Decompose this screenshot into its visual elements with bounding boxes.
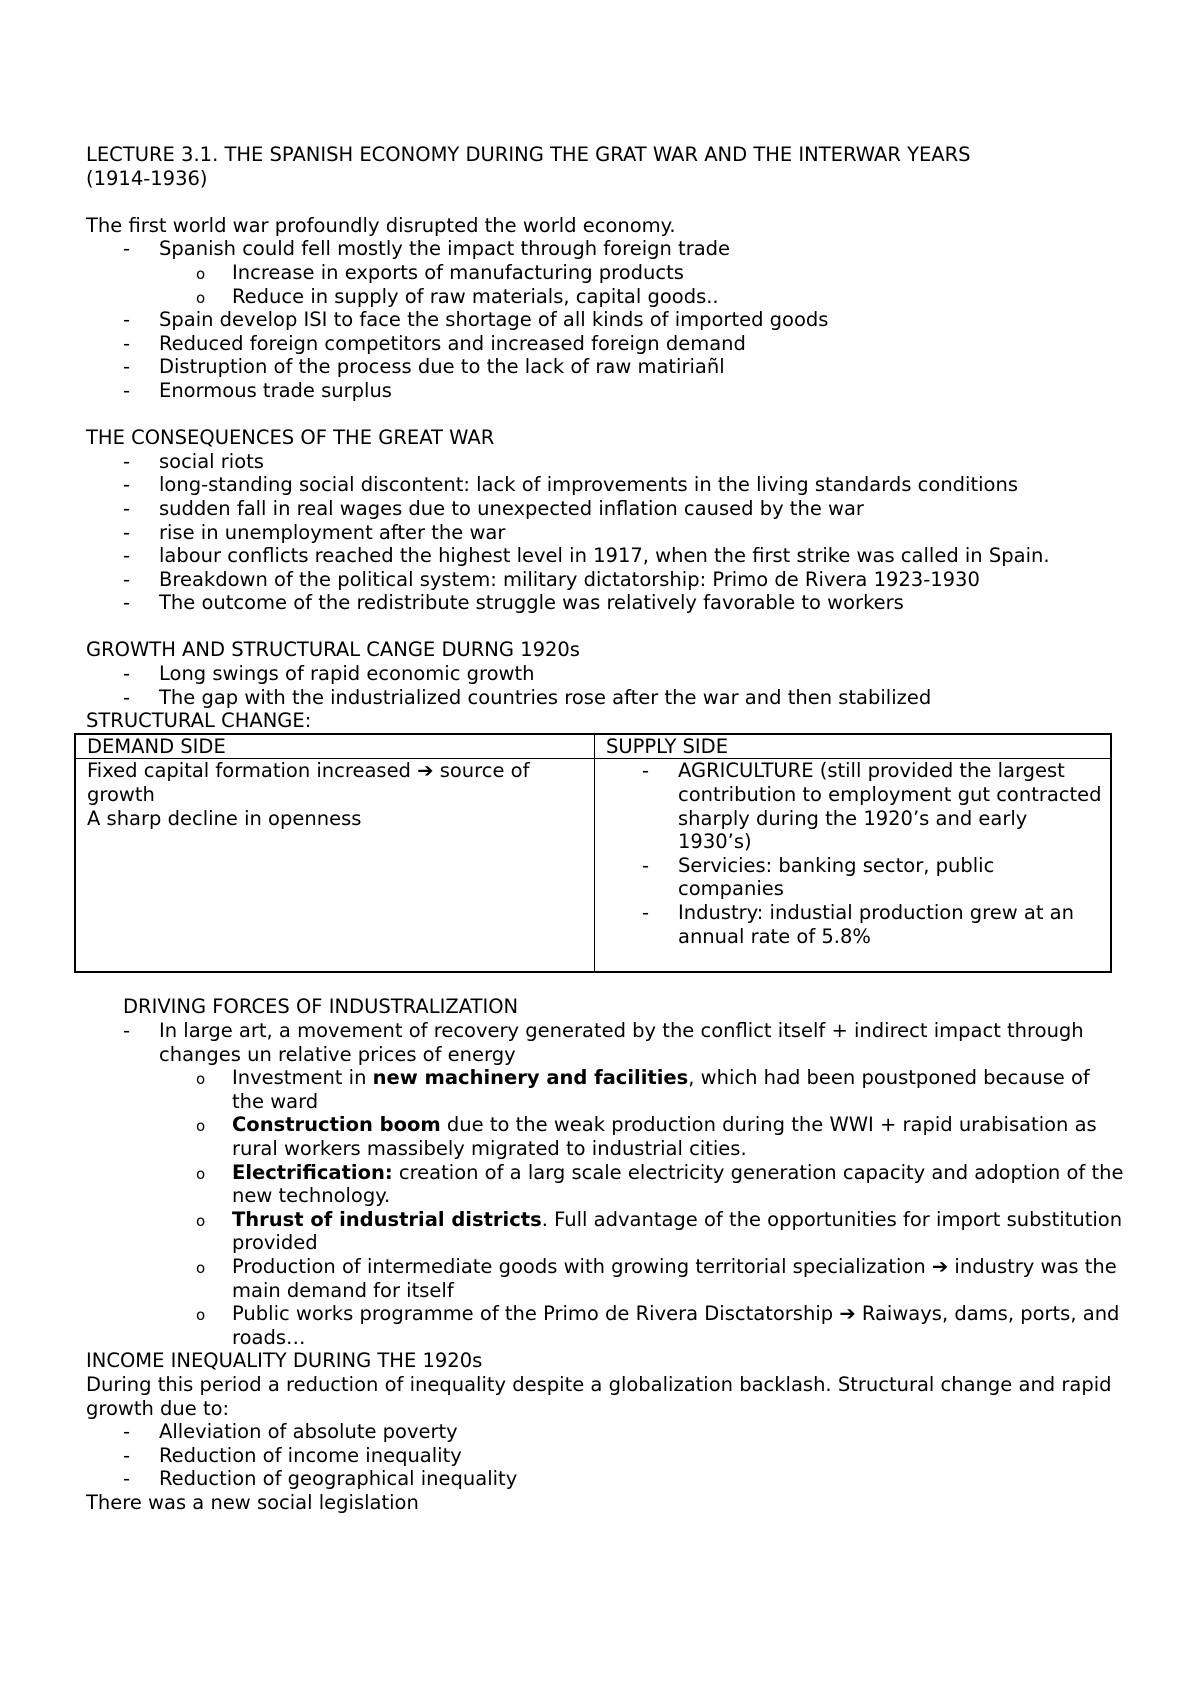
structural-change-table — [74, 733, 1112, 974]
inequality-paragraph: During this period a reduction of inequality despite a globalization backlash. Structural change and rapid growth due to: — [86, 1372, 1112, 1420]
list-item: - Servicies: banking sector, public companies — [606, 854, 1102, 901]
list-item: o Increase in exports of manufacturing products — [86, 261, 1126, 285]
list-item: - The gap with the industrialized countries rose after the war and then stabilized — [86, 686, 1126, 710]
list-item: - labour conflicts reached the highest level in 1917, when the first strike was called in Spain. — [86, 544, 1126, 568]
arrow-right-icon: ➔ — [931, 1254, 949, 1278]
arrow-right-icon: ➔ — [839, 1302, 856, 1326]
list-item: - Industry: industial production grew at an annual rate of 5.8% — [606, 901, 1102, 948]
list-item: - long-standing social discontent: lack of improvements in the living standards conditions — [86, 473, 1126, 497]
document-page — [86, 143, 1126, 1515]
list-item: - Reduced foreign competitors and increased foreign demand — [86, 332, 1126, 356]
intro-sublist — [86, 261, 1126, 308]
list-item: - The outcome of the redistribute struggle was relatively favorable to workers — [86, 591, 1126, 615]
list-item: o Reduce in supply of raw materials, capital goods.. — [86, 285, 1126, 309]
list-item: - Spain develop ISI to face the shortage of all kinds of imported goods — [86, 308, 1126, 332]
intro-list — [86, 237, 1126, 261]
inequality-heading: INCOME INEQUALITY DURING THE 1920s — [86, 1349, 483, 1373]
supply-side-header: SUPPLY SIDE — [595, 734, 1112, 759]
list-item: o Investment in new machinery and facilities, which had been poustponed because of the ward — [86, 1066, 1126, 1113]
demand-side-cell: Fixed capital formation increased ➔ source of growth A sharp decline in openness — [75, 759, 595, 973]
structural-change-label: STRUCTURAL CHANGE: — [86, 709, 312, 733]
list-item: - Enormous trade surplus — [86, 379, 1126, 403]
list-item: - Distruption of the process due to the lack of raw matiriañl — [86, 355, 1126, 379]
consequences-list — [86, 450, 1126, 615]
driving-forces-list — [86, 1019, 1126, 1066]
driving-forces-sublist — [86, 1066, 1126, 1349]
list-item: o Electrification: creation of a larg scale electricity generation capacity and adoption of the new technology. — [86, 1161, 1126, 1208]
list-item: - Reduction of income inequality — [86, 1444, 1126, 1468]
list-item: - sudden fall in real wages due to unexpected inflation caused by the war — [86, 497, 1126, 521]
consequences-heading: THE CONSEQUENCES OF THE GREAT WAR — [86, 426, 495, 450]
lecture-title-line-2: (1914-1936) — [86, 166, 208, 190]
list-item: o Thrust of industrial districts. Full advantage of the opportunities for import substitution provided — [86, 1208, 1126, 1255]
driving-forces-heading: DRIVING FORCES OF INDUSTRALIZATION — [123, 995, 519, 1019]
intro-list-cont — [86, 308, 1126, 402]
growth-list — [86, 662, 1126, 709]
list-item: - social riots — [86, 450, 1126, 474]
growth-heading: GROWTH AND STRUCTURAL CANGE DURNG 1920s — [86, 638, 580, 662]
list-item: - Long swings of rapid economic growth — [86, 662, 1126, 686]
list-item: - Breakdown of the political system: military dictatorship: Primo de Rivera 1923-1930 — [86, 568, 1126, 592]
list-item: - Alleviation of absolute poverty — [86, 1420, 1126, 1444]
list-item: - Reduction of geographical inequality — [86, 1467, 1126, 1491]
closing-line: There was a new social legislation — [86, 1490, 419, 1514]
list-item: - AGRICULTURE (still provided the largest contribution to employment gut contracted sharply during the 1920’s and early 1930’s) — [606, 759, 1102, 853]
supply-side-list — [606, 759, 1102, 948]
list-item: o Public works programme of the Primo de Rivera Disctatorship ➔ Raiways, dams, ports, and roads… — [86, 1302, 1126, 1349]
arrow-right-icon: ➔ — [417, 759, 434, 783]
demand-side-header: DEMAND SIDE — [75, 734, 595, 759]
list-item: o Construction boom due to the weak production during the WWI + rapid urabisation as rural workers massibely migrated to industrial cities. — [86, 1113, 1126, 1160]
intro-paragraph: The first world war profoundly disrupted the world economy. — [86, 213, 676, 237]
lecture-title-line-1: LECTURE 3.1. THE SPANISH ECONOMY DURING THE GRAT WAR AND THE INTERWAR YEARS — [86, 143, 971, 166]
supply-side-cell — [595, 759, 1112, 973]
list-item: - In large art, a movement of recovery generated by the conflict itself + indirect impact through changes un relative prices of energy — [86, 1019, 1126, 1066]
inequality-list — [86, 1420, 1126, 1491]
list-item: o Production of intermediate goods with growing territorial specialization ➔ industry was the main demand for itself — [86, 1255, 1126, 1302]
list-item: - Spanish could fell mostly the impact through foreign trade — [86, 237, 1126, 261]
list-item: - rise in unemployment after the war — [86, 521, 1126, 545]
